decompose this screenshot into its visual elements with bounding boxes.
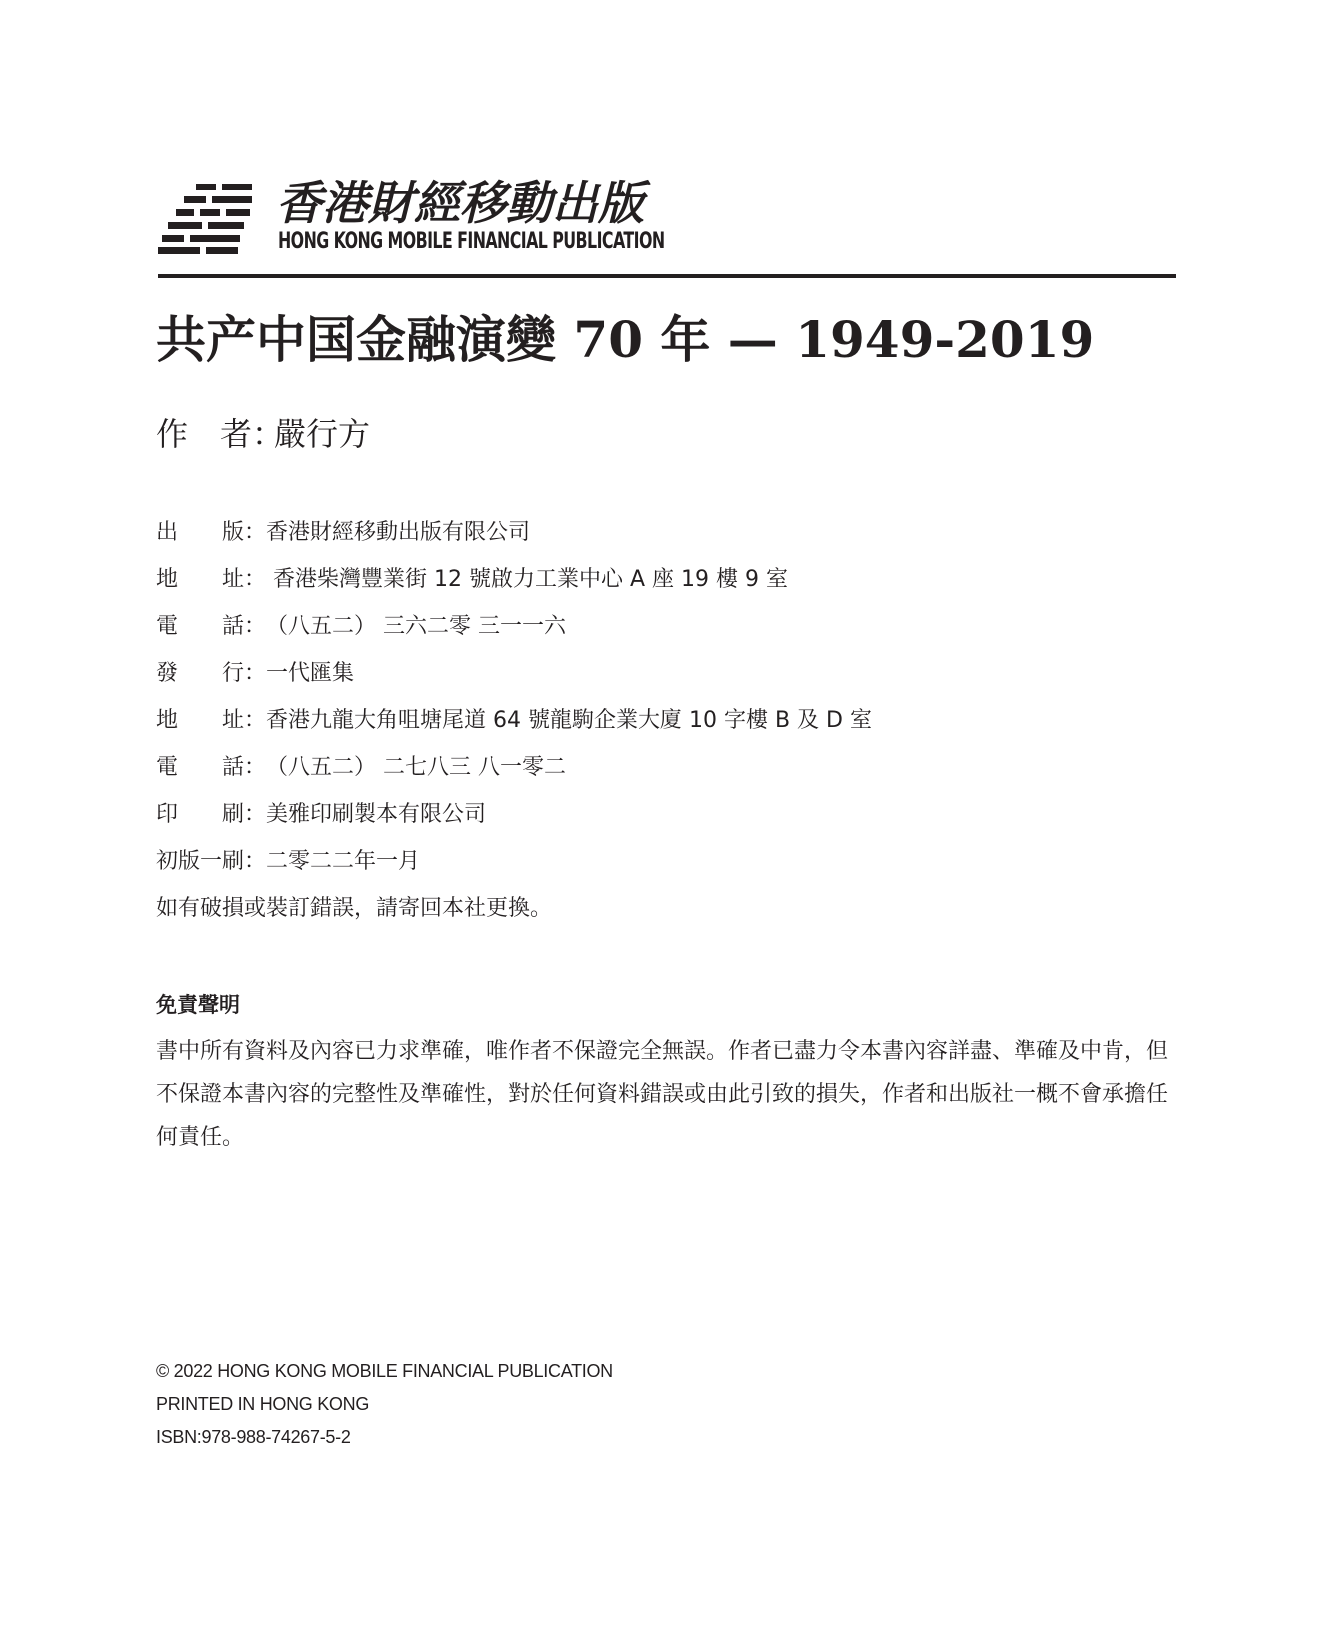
publisher-name-cn: 香港財經移動出版 xyxy=(276,176,644,230)
info-value: 香港九龍大角咀塘尾道 64 號龍駒企業大廈 10 字樓 B 及 D 室 xyxy=(266,708,872,733)
info-value: （八五二） 二七八三 八一零二 xyxy=(266,755,567,780)
info-value: 一代匯集 xyxy=(266,661,355,686)
publisher-name-en: HONG KONG MOBILE FINANCIAL PUBLICATION xyxy=(278,229,665,254)
info-row-first-edition: 初版一刷：二零二二年一月 xyxy=(156,849,421,874)
publisher-logo-mark-icon xyxy=(158,184,258,254)
info-row-publisher-phone: 電 話：（八五二） 三六二零 三一一六 xyxy=(156,614,567,639)
info-value: 香港柴灣豐業街 12 號啟力工業中心 A 座 19 樓 9 室 xyxy=(266,567,788,592)
info-row-distributor-address: 地 址：香港九龍大角咀塘尾道 64 號龍駒企業大廈 10 字樓 B 及 D 室 xyxy=(156,708,872,733)
isbn-line: ISBN:978-988-74267-5-2 xyxy=(156,1427,351,1447)
copyright-line: © 2022 HONG KONG MOBILE FINANCIAL PUBLICATION xyxy=(156,1361,613,1381)
info-value: 二零二二年一月 xyxy=(266,849,421,874)
info-value: 美雅印刷製本有限公司 xyxy=(266,802,487,827)
author-line xyxy=(156,414,370,454)
info-row-return-notice xyxy=(156,892,1176,939)
author-name: 嚴行方 xyxy=(274,415,371,453)
printed-in-line: PRINTED IN HONG KONG xyxy=(156,1394,370,1414)
publisher-logo xyxy=(158,178,678,260)
book-title: 共产中国金融演變 70 年 — 1949-2019 xyxy=(156,310,1095,369)
header-divider xyxy=(158,274,1176,278)
info-row-distributor-phone: 電 話：（八五二） 二七八三 八一零二 xyxy=(156,755,567,780)
info-row-publisher: 出 版：香港財經移動出版有限公司 xyxy=(156,520,531,545)
author-label: 作 者： xyxy=(156,415,285,453)
info-row-printer: 印 刷：美雅印刷製本有限公司 xyxy=(156,802,487,827)
info-value: （八五二） 三六二零 三一一六 xyxy=(266,614,567,639)
info-value: 如有破損或裝訂錯誤，請寄回本社更換。 xyxy=(156,896,553,921)
disclaimer-heading: 免責聲明 xyxy=(156,993,240,1017)
info-value: 香港財經移動出版有限公司 xyxy=(266,520,531,545)
publication-info xyxy=(156,516,1176,939)
info-row-distributor: 發 行：一代匯集 xyxy=(156,661,355,686)
disclaimer-text: 書中所有資料及內容已力求準確，唯作者不保證完全無誤。作者已盡力令本書內容詳盡、準確及中肯，但不保證本書內容的完整性及準確性，對於任何資料錯誤或由此引致的損失，作者和出版社一概不會承擔任何責任。 xyxy=(156,1039,1169,1150)
imprint-footer xyxy=(156,1355,613,1454)
info-row-publisher-address: 地 址： 香港柴灣豐業街 12 號啟力工業中心 A 座 19 樓 9 室 xyxy=(156,567,788,592)
